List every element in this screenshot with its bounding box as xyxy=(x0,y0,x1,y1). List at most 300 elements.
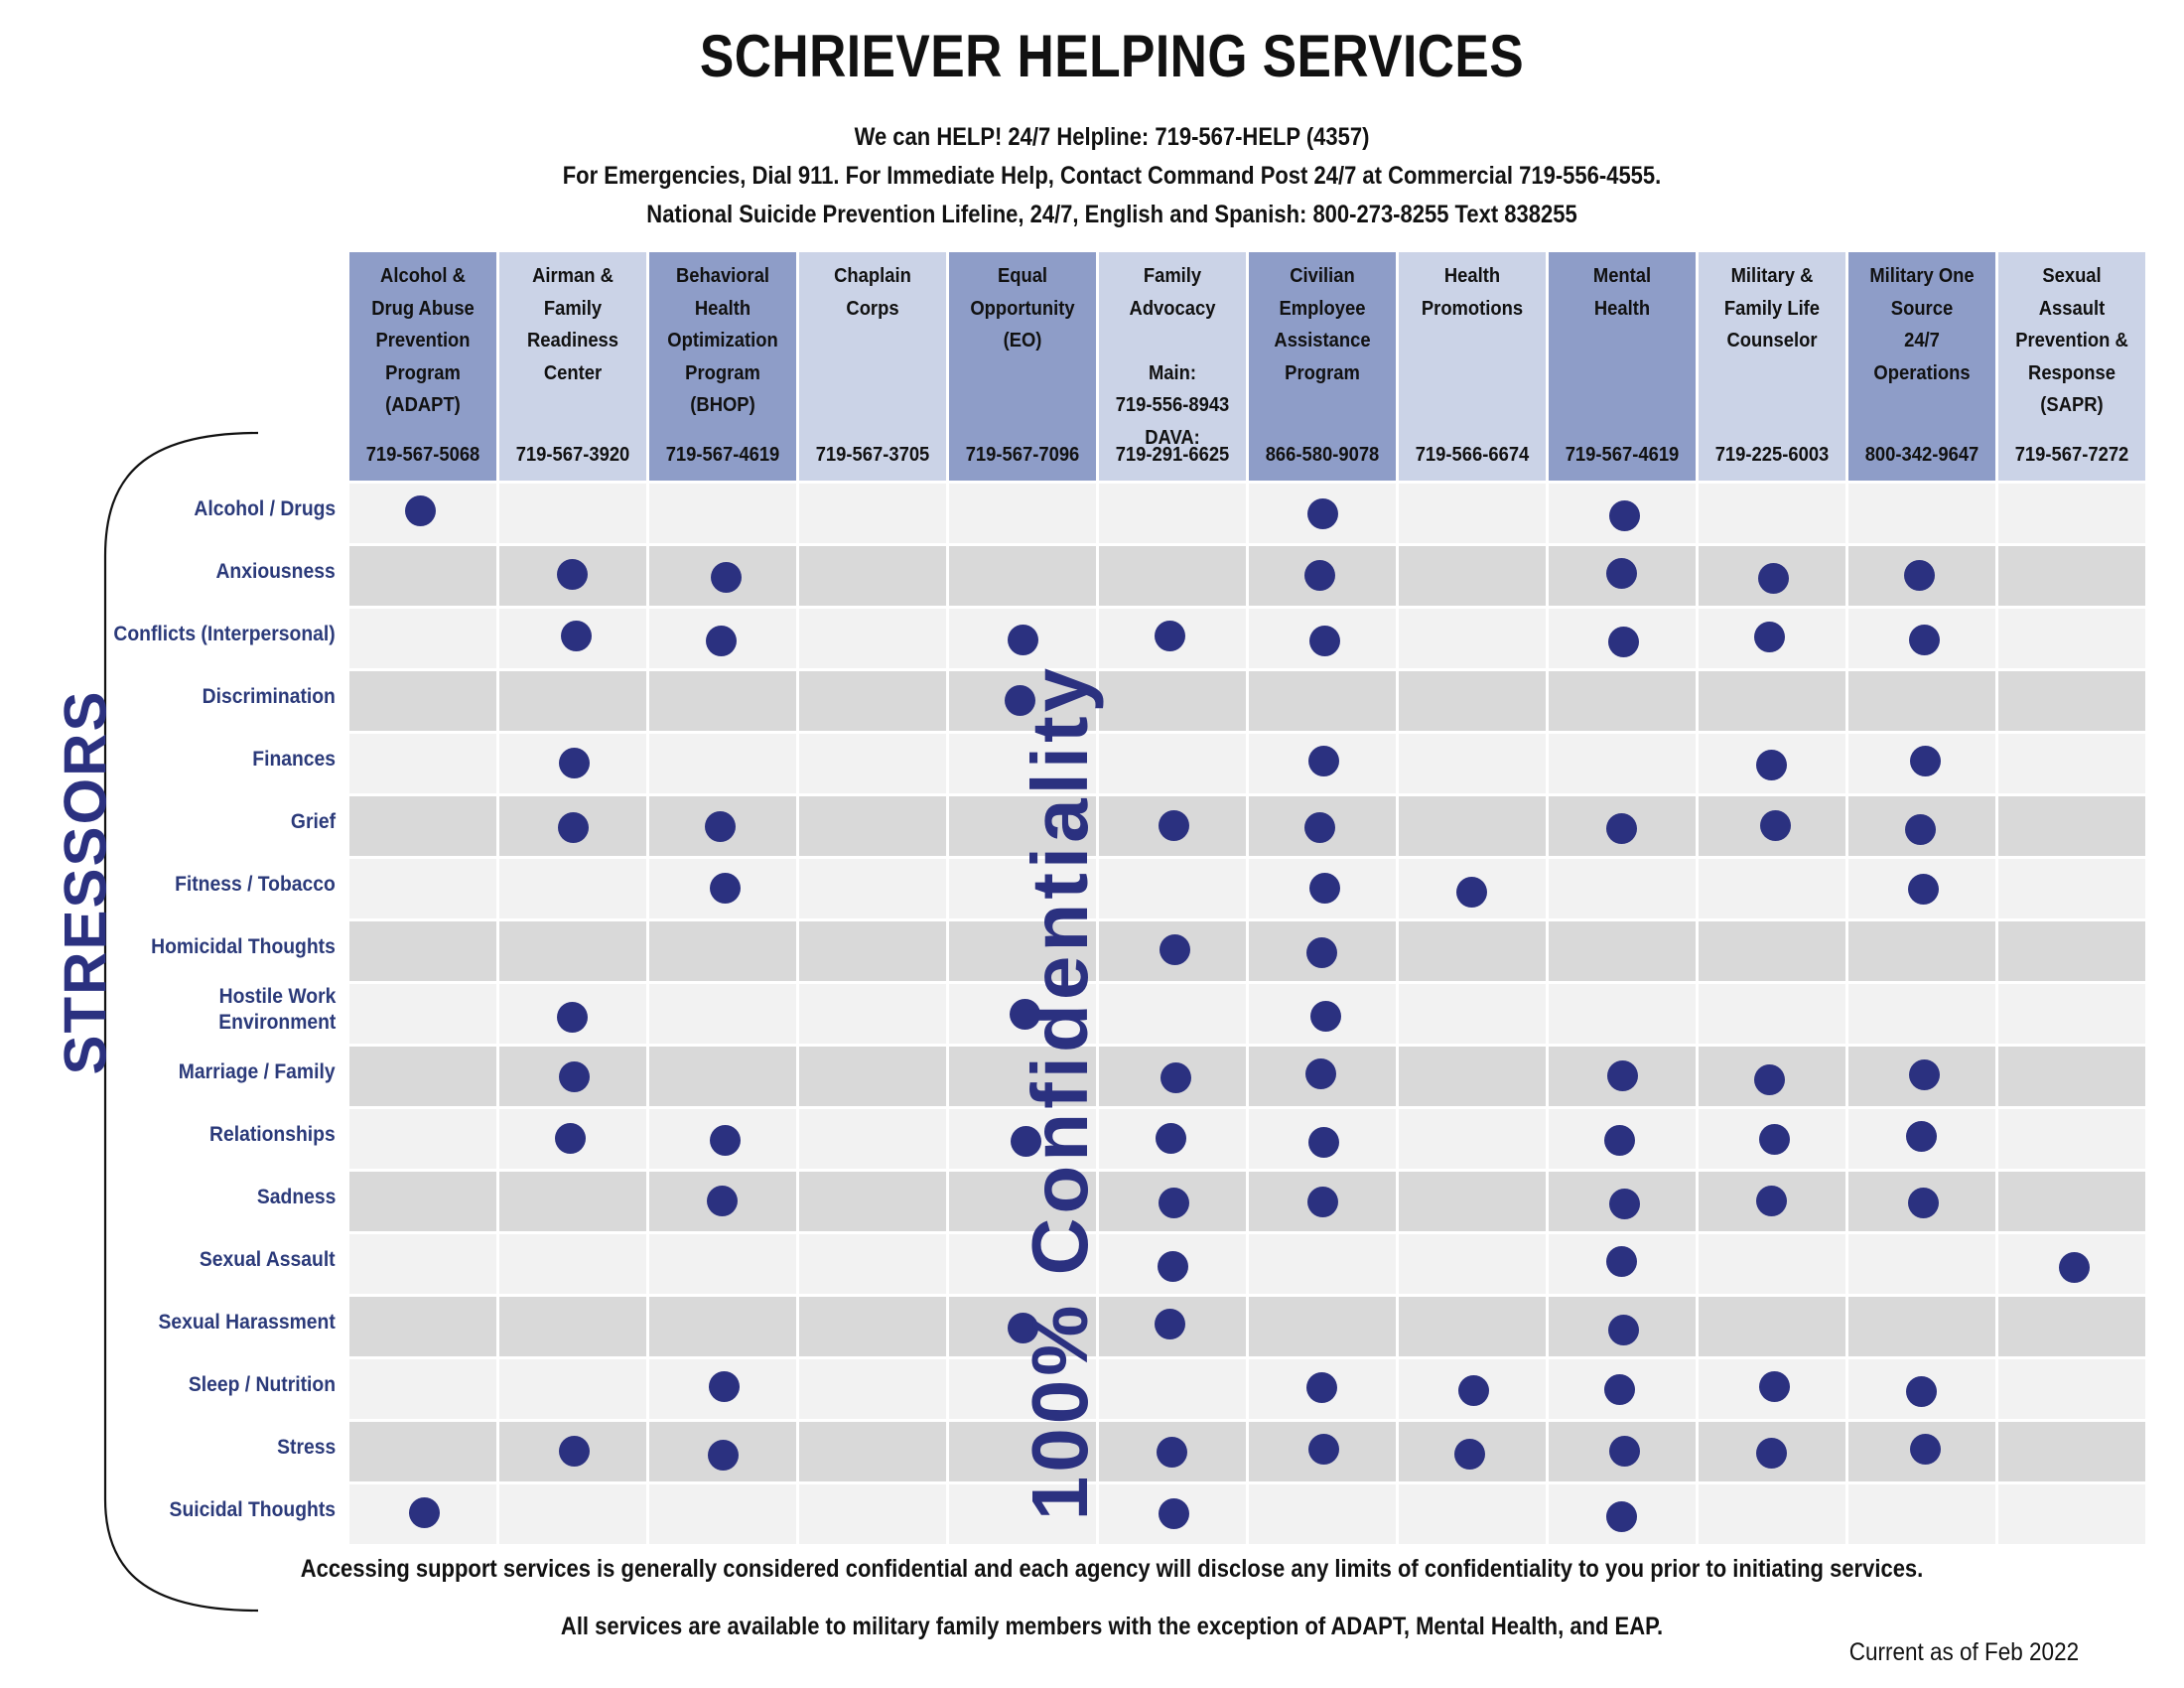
matrix-cell xyxy=(1249,1297,1396,1356)
matrix-cell xyxy=(1249,484,1396,543)
availability-dot xyxy=(1905,814,1936,845)
availability-dot xyxy=(1160,1062,1191,1093)
matrix-cell xyxy=(1099,1359,1246,1419)
availability-dot xyxy=(705,811,736,842)
suicide-lifeline-line: National Suicide Prevention Lifeline, 24/7, English and Spanish: 800-273-8255 Text 838255 xyxy=(646,201,1577,228)
service-phone: 719-567-4619 xyxy=(665,443,780,466)
availability-dot xyxy=(1906,1121,1937,1152)
eligibility-note: All services are available to military family members with the exception of ADAPT, Mental Health, and EAP. xyxy=(560,1613,1664,1640)
matrix-cell xyxy=(799,984,946,1044)
matrix-cell xyxy=(1099,1047,1246,1106)
availability-dot xyxy=(1160,934,1190,965)
matrix-cell xyxy=(1998,1359,2145,1419)
matrix-cell xyxy=(1848,796,1995,856)
matrix-cell xyxy=(799,484,946,543)
matrix-cell xyxy=(499,484,646,543)
confidentiality-watermark: 100% Confidentiality xyxy=(1016,663,1104,1521)
matrix-cell xyxy=(799,796,946,856)
service-header xyxy=(949,252,1096,481)
current-as-of: Current as of Feb 2022 xyxy=(1848,1638,2079,1666)
matrix-cell xyxy=(1399,671,1546,731)
stressor-label: Sexual Assault xyxy=(200,1248,336,1271)
matrix-cell xyxy=(1549,484,1696,543)
matrix-cell xyxy=(799,1234,946,1294)
availability-dot xyxy=(1609,500,1640,531)
matrix-cell xyxy=(499,546,646,606)
availability-dot xyxy=(706,626,737,656)
availability-dot xyxy=(1307,498,1338,529)
matrix-cell xyxy=(649,984,796,1044)
service-name: Chaplain Corps xyxy=(834,265,911,320)
matrix-cell xyxy=(499,921,646,981)
stressor-label: Alcohol / Drugs xyxy=(194,497,336,520)
confidentiality-note: Accessing support services is generally considered confidential and each agency will disclose any limits of confidentiality to you prior to initiating services. xyxy=(300,1555,1924,1583)
matrix-cell xyxy=(799,1359,946,1419)
service-header xyxy=(1399,252,1546,481)
matrix-cell xyxy=(1099,1484,1246,1544)
matrix-cell xyxy=(1699,734,1845,793)
matrix-cell xyxy=(349,671,496,731)
stressor-label: Stress xyxy=(276,1436,336,1459)
matrix-cell xyxy=(1848,1234,1995,1294)
matrix-cell xyxy=(1099,609,1246,668)
matrix-cell xyxy=(1399,609,1546,668)
availability-dot xyxy=(709,1371,740,1402)
service-header xyxy=(1549,252,1696,481)
availability-dot xyxy=(1909,1059,1940,1090)
availability-dot xyxy=(561,621,592,651)
services-matrix xyxy=(349,252,2145,1544)
matrix-cell xyxy=(1099,796,1246,856)
availability-dot xyxy=(1309,873,1340,904)
matrix-cell xyxy=(1399,796,1546,856)
matrix-cell xyxy=(1249,1172,1396,1231)
availability-dot xyxy=(1910,746,1941,776)
matrix-cell xyxy=(1549,1172,1696,1231)
matrix-cell xyxy=(1998,921,2145,981)
matrix-cell xyxy=(1099,1422,1246,1481)
matrix-cell xyxy=(1249,859,1396,918)
page-title: SCHRIEVER HELPING SERVICES xyxy=(699,23,1525,89)
matrix-cell xyxy=(1998,1422,2145,1481)
matrix-cell xyxy=(649,1172,796,1231)
matrix-cell xyxy=(1998,1297,2145,1356)
matrix-cell xyxy=(1549,671,1696,731)
matrix-cell xyxy=(1549,609,1696,668)
availability-dot xyxy=(1759,1371,1790,1402)
matrix-cell xyxy=(1848,1484,1995,1544)
helpline-line: We can HELP! 24/7 Helpline: 719-567-HELP (4357) xyxy=(854,123,1370,151)
service-name: Military & Family Life Counselor xyxy=(1723,265,1821,352)
matrix-cell xyxy=(1549,921,1696,981)
availability-dot xyxy=(1910,1434,1941,1465)
matrix-cell xyxy=(1399,1422,1546,1481)
matrix-cell xyxy=(1099,1109,1246,1169)
availability-dot xyxy=(1908,1188,1939,1218)
service-phone: 719-567-3705 xyxy=(815,443,930,466)
matrix-cell xyxy=(1699,1047,1845,1106)
service-phone: 800-342-9647 xyxy=(1864,443,1979,466)
availability-dot xyxy=(1308,746,1339,776)
availability-dot xyxy=(1155,621,1185,651)
matrix-cell xyxy=(1998,1484,2145,1544)
matrix-cell xyxy=(349,546,496,606)
availability-dot xyxy=(1606,813,1637,844)
availability-dot xyxy=(1756,1186,1787,1216)
availability-dot xyxy=(1306,937,1337,968)
availability-dot xyxy=(555,1123,586,1154)
stressor-label: Relationships xyxy=(209,1123,336,1146)
stressor-label: Homicidal Thoughts xyxy=(151,935,336,958)
matrix-cell xyxy=(1399,859,1546,918)
matrix-cell xyxy=(649,609,796,668)
availability-dot xyxy=(558,812,589,843)
matrix-cell xyxy=(1699,1422,1845,1481)
matrix-cell xyxy=(649,859,796,918)
stressors-side-label: STRESSORS xyxy=(52,689,119,1075)
matrix-cell xyxy=(1998,796,2145,856)
matrix-cell xyxy=(649,734,796,793)
matrix-cell xyxy=(1099,1297,1246,1356)
matrix-cell xyxy=(799,1422,946,1481)
matrix-cell xyxy=(1998,546,2145,606)
matrix-cell xyxy=(1249,734,1396,793)
matrix-cell xyxy=(649,1047,796,1106)
matrix-cell xyxy=(499,1109,646,1169)
matrix-cell xyxy=(1998,984,2145,1044)
service-name: Mental Health xyxy=(1592,265,1652,320)
matrix-cell xyxy=(1848,1047,1995,1106)
matrix-cell xyxy=(649,1422,796,1481)
service-name: Family Advocacy Main: 719-556-8943 DAVA: xyxy=(1115,265,1230,449)
matrix-cell xyxy=(499,1297,646,1356)
matrix-cell xyxy=(1099,1234,1246,1294)
matrix-cell xyxy=(1549,1234,1696,1294)
matrix-cell xyxy=(1099,734,1246,793)
stressor-label: Hostile Work Environment xyxy=(217,985,336,1034)
service-phone: 719-567-5068 xyxy=(365,443,480,466)
service-name: Health Promotions xyxy=(1421,265,1524,320)
availability-dot xyxy=(1754,622,1785,652)
matrix-cell xyxy=(499,1172,646,1231)
availability-dot xyxy=(405,495,436,526)
availability-dot xyxy=(710,873,741,904)
stressor-label: Grief xyxy=(290,810,336,833)
matrix-cell xyxy=(1399,1234,1546,1294)
matrix-cell xyxy=(649,921,796,981)
availability-dot xyxy=(1758,563,1789,594)
service-header xyxy=(1249,252,1396,481)
matrix-cell xyxy=(1399,546,1546,606)
availability-dot xyxy=(711,562,742,593)
matrix-cell xyxy=(349,796,496,856)
service-name: Alcohol & Drug Abuse Prevention Program (ADAPT) xyxy=(371,265,475,416)
service-header xyxy=(349,252,496,481)
availability-dot xyxy=(1609,1436,1640,1467)
matrix-cell xyxy=(1249,1109,1396,1169)
availability-dot xyxy=(1607,1060,1638,1091)
service-name: Behavioral Health Optimization Program (BHOP) xyxy=(667,265,778,416)
matrix-cell xyxy=(1699,921,1845,981)
matrix-cell xyxy=(1549,859,1696,918)
matrix-cell xyxy=(349,984,496,1044)
matrix-cell xyxy=(349,1422,496,1481)
stressor-label: Finances xyxy=(252,748,336,771)
availability-dot xyxy=(409,1497,440,1528)
availability-dot xyxy=(1458,1375,1489,1406)
availability-dot xyxy=(1759,1124,1790,1155)
matrix-cell xyxy=(1699,671,1845,731)
matrix-cell xyxy=(1249,1422,1396,1481)
stressor-label: Sexual Harassment xyxy=(158,1311,336,1334)
matrix-cell xyxy=(349,734,496,793)
availability-dot xyxy=(557,559,588,590)
matrix-cell xyxy=(349,484,496,543)
service-header xyxy=(1998,252,2145,481)
matrix-cell xyxy=(1998,1109,2145,1169)
matrix-cell xyxy=(1699,1234,1845,1294)
availability-dot xyxy=(708,1440,739,1471)
matrix-cell xyxy=(1699,859,1845,918)
matrix-cell xyxy=(499,1234,646,1294)
matrix-cell xyxy=(1848,984,1995,1044)
matrix-cell xyxy=(1249,1234,1396,1294)
availability-dot xyxy=(1307,1187,1338,1217)
matrix-cell xyxy=(349,1297,496,1356)
matrix-cell xyxy=(1549,1422,1696,1481)
matrix-cell xyxy=(499,734,646,793)
matrix-cell xyxy=(499,796,646,856)
matrix-cell xyxy=(349,1359,496,1419)
matrix-cell xyxy=(1699,546,1845,606)
matrix-cell xyxy=(1848,546,1995,606)
availability-dot xyxy=(559,748,590,778)
service-name: Airman & Family Readiness Center xyxy=(526,265,619,384)
matrix-cell xyxy=(1249,921,1396,981)
availability-dot xyxy=(1756,1438,1787,1469)
matrix-cell xyxy=(1699,1359,1845,1419)
matrix-cell xyxy=(1249,546,1396,606)
service-name: Sexual Assault Prevention & Response (SAPR) xyxy=(2015,265,2128,416)
availability-dot xyxy=(1157,1437,1187,1468)
availability-dot xyxy=(1906,1376,1937,1407)
matrix-cell xyxy=(1848,921,1995,981)
availability-dot xyxy=(1304,560,1335,591)
matrix-cell xyxy=(799,671,946,731)
matrix-cell xyxy=(649,1109,796,1169)
stressor-label: Marriage / Family xyxy=(179,1060,336,1083)
service-header xyxy=(1848,252,1995,481)
matrix-cell xyxy=(949,484,1096,543)
availability-dot xyxy=(1159,1188,1189,1218)
matrix-cell xyxy=(649,1297,796,1356)
matrix-cell xyxy=(349,1047,496,1106)
service-phone: 719-566-6674 xyxy=(1415,443,1530,466)
service-header xyxy=(1699,252,1845,481)
matrix-cell xyxy=(799,1172,946,1231)
stressor-label: Suicidal Thoughts xyxy=(169,1498,336,1521)
availability-dot xyxy=(1606,1501,1637,1532)
service-phone: 719-567-4619 xyxy=(1565,443,1680,466)
availability-dot xyxy=(1306,1372,1337,1403)
availability-dot xyxy=(1609,1189,1640,1219)
availability-dot xyxy=(559,1061,590,1092)
availability-dot xyxy=(1909,625,1940,655)
matrix-cell xyxy=(349,1484,496,1544)
matrix-cell xyxy=(649,1484,796,1544)
matrix-cell xyxy=(1399,984,1546,1044)
matrix-cell xyxy=(1848,734,1995,793)
availability-dot xyxy=(1754,1064,1785,1095)
matrix-cell xyxy=(1848,859,1995,918)
matrix-cell xyxy=(1699,484,1845,543)
stressor-label: Conflicts (Interpersonal) xyxy=(113,623,336,645)
availability-dot xyxy=(1756,750,1787,780)
matrix-cell xyxy=(1549,1484,1696,1544)
emergency-line: For Emergencies, Dial 911. For Immediate Help, Contact Command Post 24/7 at Commercial 719-556-4555. xyxy=(562,162,1662,190)
service-name: Civilian Employee Assistance Program xyxy=(1274,265,1371,384)
matrix-cell xyxy=(1399,1359,1546,1419)
matrix-cell xyxy=(1699,984,1845,1044)
availability-dot xyxy=(1159,1498,1189,1529)
service-phone: 719-225-6003 xyxy=(1714,443,1830,466)
availability-dot xyxy=(1305,1058,1336,1089)
matrix-cell xyxy=(1249,671,1396,731)
matrix-cell xyxy=(349,1172,496,1231)
matrix-cell xyxy=(1099,484,1246,543)
stressor-label: Anxiousness xyxy=(215,560,336,583)
matrix-cell xyxy=(1249,1484,1396,1544)
matrix-cell xyxy=(1249,796,1396,856)
availability-dot xyxy=(1155,1309,1185,1339)
matrix-cell xyxy=(349,1234,496,1294)
matrix-cell xyxy=(799,1047,946,1106)
availability-dot xyxy=(707,1186,738,1216)
availability-dot xyxy=(1908,874,1939,905)
matrix-cell xyxy=(1249,984,1396,1044)
matrix-cell xyxy=(799,1484,946,1544)
matrix-cell xyxy=(1699,1109,1845,1169)
matrix-cell xyxy=(1399,734,1546,793)
matrix-cell xyxy=(499,1359,646,1419)
matrix-cell xyxy=(1399,1047,1546,1106)
stressor-label: Discrimination xyxy=(202,685,336,708)
matrix-cell xyxy=(799,546,946,606)
matrix-cell xyxy=(499,859,646,918)
matrix-cell xyxy=(349,609,496,668)
matrix-cell xyxy=(1848,484,1995,543)
availability-dot xyxy=(1308,1127,1339,1158)
matrix-cell xyxy=(1848,671,1995,731)
matrix-cell xyxy=(499,1047,646,1106)
matrix-cell xyxy=(799,921,946,981)
service-phone: 866-580-9078 xyxy=(1265,443,1380,466)
availability-dot xyxy=(1604,1374,1635,1405)
service-phone: 719-291-6625 xyxy=(1115,443,1230,466)
matrix-cell xyxy=(1249,609,1396,668)
matrix-cell xyxy=(1549,1109,1696,1169)
matrix-cell xyxy=(1998,1047,2145,1106)
matrix-cell xyxy=(799,859,946,918)
matrix-cell xyxy=(349,859,496,918)
matrix-cell xyxy=(349,1109,496,1169)
matrix-cell xyxy=(799,1109,946,1169)
service-header xyxy=(799,252,946,481)
matrix-cell xyxy=(1399,1484,1546,1544)
matrix-cell xyxy=(1549,546,1696,606)
matrix-cell xyxy=(1848,1172,1995,1231)
matrix-cell xyxy=(1848,1359,1995,1419)
matrix-cell xyxy=(1549,1359,1696,1419)
availability-dot xyxy=(710,1125,741,1156)
matrix-cell xyxy=(1549,1297,1696,1356)
matrix-cell xyxy=(1699,1172,1845,1231)
matrix-cell xyxy=(1099,671,1246,731)
availability-dot xyxy=(557,1002,588,1033)
matrix-cell xyxy=(1249,1359,1396,1419)
service-phone: 719-567-7096 xyxy=(965,443,1080,466)
matrix-cell xyxy=(1848,1297,1995,1356)
availability-dot xyxy=(1310,1001,1341,1032)
availability-dot xyxy=(1308,1434,1339,1465)
matrix-cell xyxy=(1998,1172,2145,1231)
matrix-cell xyxy=(1249,1047,1396,1106)
availability-dot xyxy=(1158,1251,1188,1282)
matrix-cell xyxy=(1099,921,1246,981)
matrix-cell xyxy=(799,734,946,793)
matrix-cell xyxy=(1399,921,1546,981)
matrix-cell xyxy=(649,671,796,731)
matrix-cell xyxy=(499,671,646,731)
matrix-cell xyxy=(1848,1422,1995,1481)
matrix-cell xyxy=(1699,1297,1845,1356)
matrix-cell xyxy=(499,1422,646,1481)
matrix-cell xyxy=(1399,1172,1546,1231)
stressor-label: Sleep / Nutrition xyxy=(188,1373,336,1396)
matrix-cell xyxy=(649,1359,796,1419)
matrix-cell xyxy=(1099,984,1246,1044)
availability-dot xyxy=(1309,626,1340,656)
service-name: Military One Source 24/7 Operations xyxy=(1869,265,1975,384)
matrix-cell xyxy=(1998,671,2145,731)
availability-dot xyxy=(1456,877,1487,908)
matrix-cell xyxy=(1549,734,1696,793)
availability-dot xyxy=(2059,1252,2090,1283)
matrix-cell xyxy=(649,546,796,606)
matrix-cell xyxy=(349,921,496,981)
availability-dot xyxy=(1454,1439,1485,1470)
stressor-label: Sadness xyxy=(256,1186,336,1208)
service-header xyxy=(1099,252,1246,481)
matrix-cell xyxy=(649,796,796,856)
matrix-cell xyxy=(499,1484,646,1544)
matrix-cell xyxy=(1998,609,2145,668)
availability-dot xyxy=(1304,812,1335,843)
matrix-cell xyxy=(1399,484,1546,543)
service-phone: 719-567-7272 xyxy=(2014,443,2129,466)
matrix-cell xyxy=(1099,859,1246,918)
availability-dot xyxy=(1608,1315,1639,1345)
availability-dot xyxy=(1760,810,1791,841)
matrix-cell xyxy=(799,1297,946,1356)
matrix-cell xyxy=(1998,859,2145,918)
matrix-cell xyxy=(1099,1172,1246,1231)
matrix-cell xyxy=(1549,796,1696,856)
service-header xyxy=(649,252,796,481)
matrix-cell xyxy=(1998,1234,2145,1294)
service-header xyxy=(499,252,646,481)
availability-dot xyxy=(1608,627,1639,657)
